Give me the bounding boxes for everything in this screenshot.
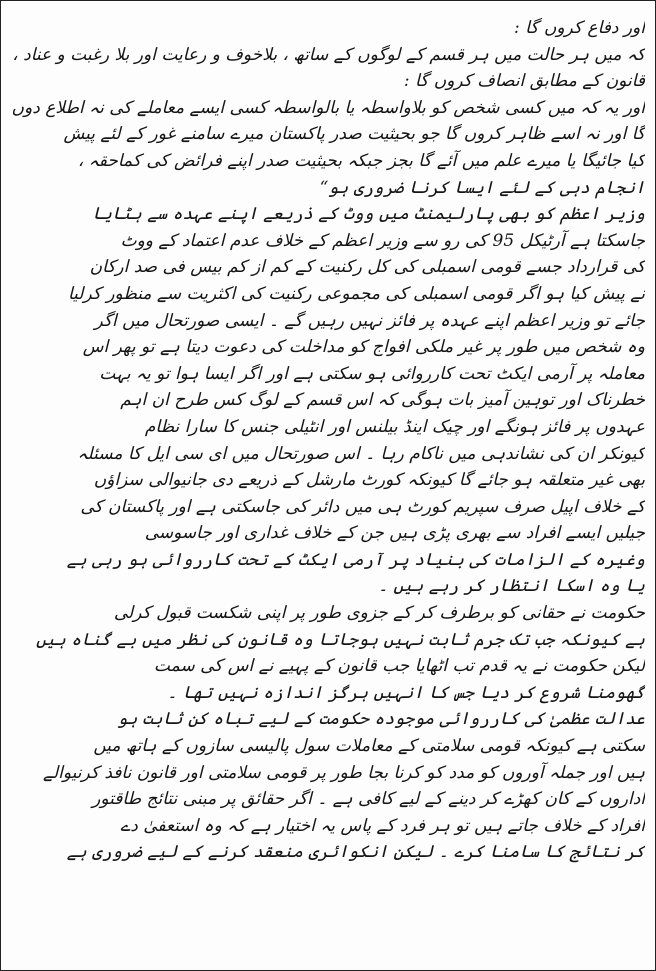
text-line: لیکن حکومت نے یہ قدم تب اٹھایا جب قانون کے پہیے نے اس کی سمت [153,656,645,677]
text-line: ہے کیونکہ جب تک جرم ثابت نہیں ہوجاتا وہ قانون کی نظر میں بے گناہ ہیں [36,629,645,650]
text-line: کیا جائیگا یا میرے علم میں آئے گا بجز جبکہ بحیثیت صدر اپنے فرائض کی کماحقہ ، [77,150,645,171]
text-line: وغیرہ کے الزامات کی بنیاد پر آرمی ایکٹ کے تحت کارروائی ہو رہی ہے [66,549,645,570]
text-line: بھی غیر متعلقہ ہو جائے گا کیونکہ کورٹ مارشل کے ذریعے دی جانیوالی سزاؤں [93,470,645,491]
text-line: جیلیں ایسے افراد سے بھری پڑی ہیں جن کے خلاف غداری اور جاسوسی [144,523,645,544]
text-line: وہ شخص میں طور پر غیر ملکی افواج کو مداخلت کی دعوت دیتا ہے تو پھر اس [82,337,645,358]
text-line: کر نتائج کا سامنا کرے ۔ لیکن انکوائری منعقد کرنے کے لیے ضروری ہے [66,842,645,863]
text-line: کی قرارداد جسے قومی اسمبلی کی کل رکنیت کے کم از کم بیس فی صد ارکان [89,257,645,278]
text-line: خطرناک اور توہین آمیز بات ہوگی کہ اس قسم کے لوگ کس طرح ان اہم [120,390,645,411]
text-line: انجام دہی کے لئے ایسا کرنا ضروری ہو“ [319,177,645,198]
text-line: عہدوں پر فائز ہونگے اور چیک اینڈ بیلنس اور انٹیلی جنس کا سارا نظام [144,416,645,437]
handwritten-urdu-text [11,15,645,963]
text-line: گھومنا شروع کر دیا جس کا انہیں ہرگز اندازہ نہیں تھا ۔ [167,682,645,703]
text-line: نے پیش کیا ہو اگر قومی اسمبلی کی مجموعی رکنیت کی اکثریت سے منظور کرلیا [67,283,645,304]
text-line: جاسکتا ہے آرٹیکل 95 کی رو سے وزیر اعظم کے خلاف عدم اعتماد کے ووٹ [120,230,645,251]
text-line: یا وہ اسکا انتظار کر رہے ہیں ۔ [378,576,645,597]
text-line: کے خلاف اپیل صرف سپریم کورٹ ہی میں دائر کی جاسکتی ہے اور پاکستان کی [80,496,645,517]
text-line: اور یہ کہ میں کسی شخص کو بلاواسطہ یا بالواسطہ کسی ایسے معاملے کی نہ اطلاع دوں [11,97,645,118]
text-line: کیونکر ان کی نشاندہی میں ناکام رہا ۔ اس صورتحال میں ای سی ایل کا مسئلہ [77,443,645,464]
text-line: اداروں کے کان کھڑے کر دینے کے لیے کافی ہے ۔ اگر حقائق پر مبنی نتائج طاقتور [92,789,645,810]
text-line: عدالت عظمیٰ کی کارروائی موجودہ حکومت کے لیے تباہ کن ثابت ہو [117,709,645,730]
text-line: وزیر اعظم کو بھی پارلیمنٹ میں ووٹ کے ذریعے اپنے عہدہ سے ہٹایا [92,204,645,225]
text-line: افراد کے خلاف جاتے ہیں تو ہر فرد کے پاس یہ اختیار ہے کہ وہ استعفیٰ دے [120,815,645,836]
text-line: جائے تو وزیر اعظم اپنے عہدہ پر فائز نہیں رہیں گے ۔ ایسی صورتحال میں اگر [94,310,645,331]
text-line: سکتی ہے کیونکہ قومی سلامتی کے معاملات سول پالیسی سازوں کے ہاتھ میں [93,736,645,757]
text-line: ہیں اور جملہ آوروں کو مدد کو کرنا بجا طور پر قومی سلامتی اور قانون نافذ کرنیوالے [42,762,645,783]
text-line: حکومت نے حقانی کو برطرف کر کے جزوی طور پر اپنی شکست قبول کرلی [113,603,645,624]
text-line: کہ میں ہر حالت میں ہر قسم کے لوگوں کے ساتھ ، بلاخوف و رعایت اور بلا رغبت و عناد ، [12,44,645,65]
text-line: معاملہ پر آرمی ایکٹ تحت کارروائی ہو سکتی ہے اور اگر ایسا ہوا تو یہ بہت [99,363,645,384]
text-line: قانون کے مطابق انصاف کروں گا : [403,71,645,92]
text-line: گا اور نہ اسے ظاہر کروں گا جو بحیثیت صدر پاکستان میرے سامنے غور کے لئے پیش [63,124,645,145]
text-line: اور دفاع کروں گا : [514,18,645,38]
